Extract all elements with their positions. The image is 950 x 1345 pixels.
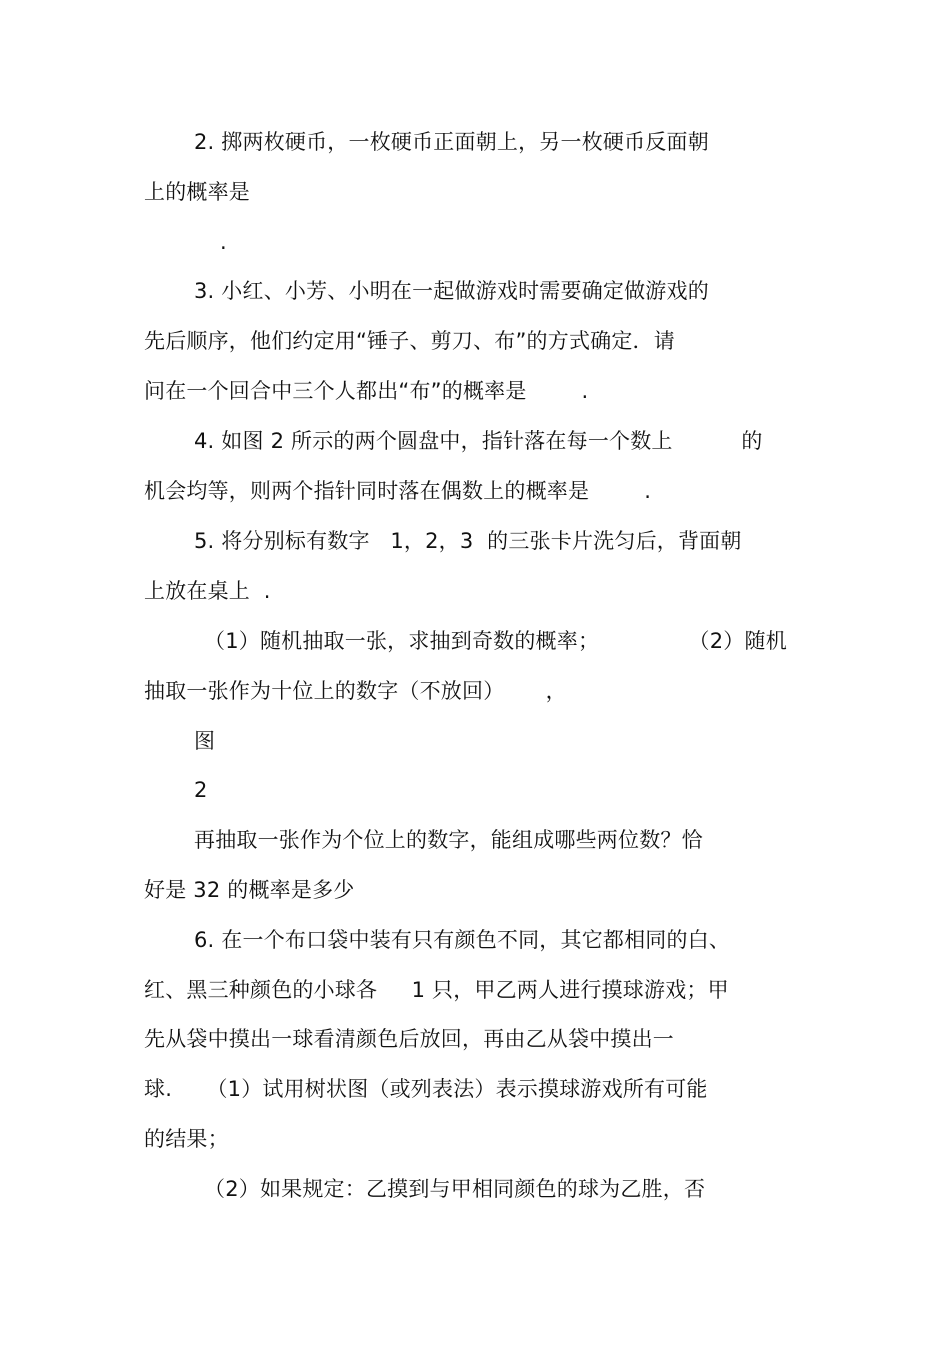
q2-line-2: 上的概率是: [144, 180, 250, 204]
q5-line-2: 上放在桌上 .: [144, 579, 271, 603]
q3-line-2: 先后顺序，他们约定用“锤子、剪刀、布”的方式确定．请: [144, 329, 675, 353]
q4-line-2: 机会均等，则两个指针同时落在偶数上的概率是 .: [144, 479, 652, 503]
q5-line-1: 5. 将分别标有数字 1，2，3 的三张卡片洗匀后，背面朝: [194, 529, 742, 553]
q6-line-3: 先从袋中摸出一球看清颜色后放回，再由乙从袋中摸出一: [144, 1027, 674, 1051]
q6-line-2: 红、黑三种颜色的小球各 1 只，甲乙两人进行摸球游戏；甲: [144, 978, 729, 1002]
q2-line-1: 2. 掷两枚硬币，一枚硬币正面朝上，另一枚硬币反面朝: [194, 130, 709, 154]
q6-line-5: 的结果；: [144, 1127, 229, 1151]
q6-line-6: （2）如果规定：乙摸到与甲相同颜色的球为乙胜，否: [204, 1177, 706, 1201]
q6-line-1: 6. 在一个布口袋中装有只有颜色不同，其它都相同的白、: [194, 928, 731, 952]
q2-line-3: .: [220, 230, 227, 254]
q4-line-1: 4. 如图 2 所示的两个圆盘中，指针落在每一个数上 的: [194, 429, 763, 453]
q3-line-3: 问在一个回合中三个人都出“布”的概率是 .: [144, 379, 589, 403]
q5-line-4: 抽取一张作为十位上的数字（不放回） ，: [144, 679, 567, 703]
figure-label-tu: 图: [194, 729, 216, 753]
q5-line-5: 再抽取一张作为个位上的数字，能组成哪些两位数？恰: [194, 828, 703, 852]
figure-label-number: 2: [194, 778, 208, 802]
q3-line-1: 3. 小红、小芳、小明在一起做游戏时需要确定做游戏的: [194, 279, 709, 303]
q5-line-6: 好是 32 的概率是多少: [144, 878, 355, 902]
q5-line-3: （1）随机抽取一张，求抽到奇数的概率； （2）随机: [204, 629, 787, 653]
q6-line-4: 球. （1）试用树状图（或列表法）表示摸球游戏所有可能: [144, 1077, 708, 1101]
